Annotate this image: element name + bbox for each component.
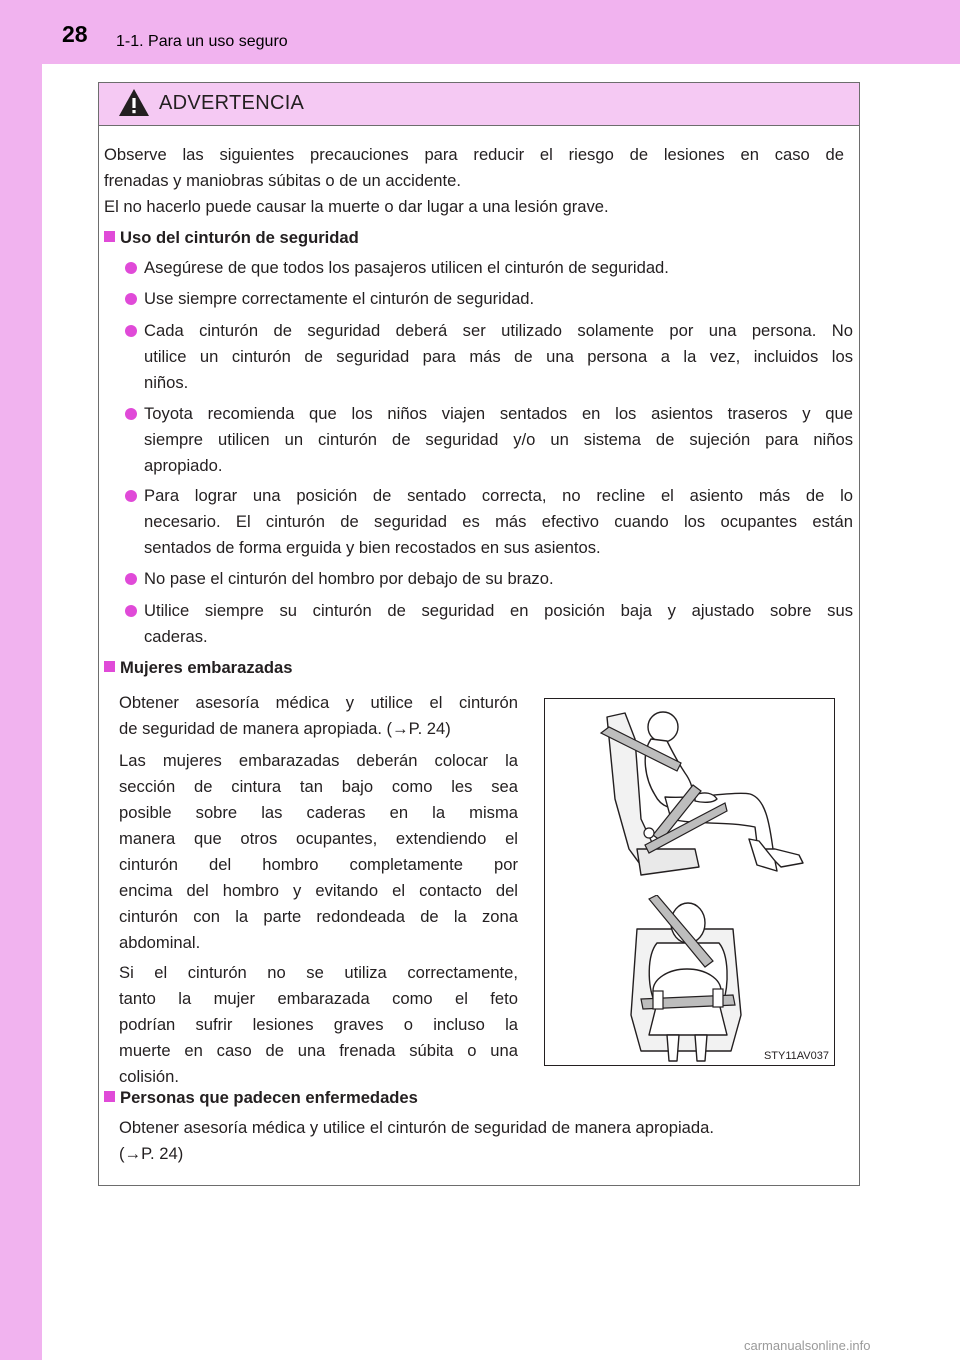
paragraph-line: manera que otros ocupantes, extendiendo el <box>119 829 518 848</box>
circle-bullet-icon <box>125 293 137 305</box>
paragraph-line: cinturón del hombro completamente por <box>119 855 518 874</box>
section-heading-text: Personas que padecen enfermedades <box>120 1088 418 1107</box>
pregnant-woman-front-view-illustration <box>545 895 834 1065</box>
bullet-text: caderas. <box>144 627 208 646</box>
paragraph-line: Obtener asesoría médica y utilice el cinturón de seguridad de manera apropiada. <box>119 1118 714 1137</box>
bullet-text: Para lograr una posición de sentado correcta, no recline el asiento más de lo <box>144 486 853 505</box>
warning-title: ADVERTENCIA <box>159 92 305 114</box>
page-number: 28 <box>62 21 88 47</box>
intro-line: El no hacerlo puede causar la muerte o dar lugar a una lesión grave. <box>104 197 609 216</box>
paragraph-line: podrían sufrir lesiones graves o incluso la <box>119 1015 518 1034</box>
watermark: carmanualsonline.info <box>744 1338 871 1353</box>
section-heading-text: Mujeres embarazadas <box>120 658 293 677</box>
circle-bullet-icon <box>125 262 137 274</box>
paragraph-line: abdominal. <box>119 933 201 952</box>
warning-header <box>99 83 859 126</box>
circle-bullet-icon <box>125 573 137 585</box>
square-bullet-icon <box>104 661 115 672</box>
pregnant-woman-side-view-illustration <box>545 699 834 889</box>
figure-code: STY11AV037 <box>763 1050 829 1062</box>
bullet-text: Cada cinturón de seguridad deberá ser utilizado solamente por una persona. No <box>144 321 853 340</box>
seatbelt-illustration <box>544 698 835 1066</box>
section-heading <box>104 655 292 681</box>
circle-bullet-icon <box>125 325 137 337</box>
paragraph-line: muerte en caso de una frenada súbita o una <box>119 1041 518 1060</box>
bullet-text: Toyota recomienda que los niños viajen sentados en los asientos traseros y que <box>144 404 853 423</box>
paragraph-line: de seguridad de manera apropiada. (→P. 24) <box>119 719 451 738</box>
bullet-text: siempre utilicen un cinturón de seguridad y/o un sistema de sujeción para niños <box>144 430 853 449</box>
section-heading <box>104 1085 418 1111</box>
paragraph-line: posible sobre las caderas en la misma <box>119 803 518 822</box>
paragraph-line: cinturón con la parte redondeada de la zona <box>119 907 518 926</box>
paragraph-line: encima del hombro y evitando el contacto del <box>119 881 518 900</box>
square-bullet-icon <box>104 231 115 242</box>
circle-bullet-icon <box>125 605 137 617</box>
bullet-text: utilice un cinturón de seguridad para más de una persona a la vez, incluidos los <box>144 347 853 366</box>
section-heading-text: Uso del cinturón de seguridad <box>120 228 359 247</box>
header-color-band <box>0 0 960 64</box>
paragraph-line: Si el cinturón no se utiliza correctamente, <box>119 963 518 982</box>
paragraph-line: (→P. 24) <box>119 1144 184 1163</box>
paragraph-line: Las mujeres embarazadas deberán colocar la <box>119 751 518 770</box>
bullet-text: sentados de forma erguida y bien recostados en sus asientos. <box>144 538 601 557</box>
intro-line: frenadas y maniobras súbitas o de un accidente. <box>104 171 461 190</box>
paragraph-line: colisión. <box>119 1067 179 1086</box>
warning-triangle-icon <box>118 88 150 118</box>
paragraph-line: tanto la mujer embarazada como el feto <box>119 989 518 1008</box>
bullet-text: Utilice siempre su cinturón de seguridad en posición baja y ajustado sobre sus <box>144 601 853 620</box>
bullet-text: Use siempre correctamente el cinturón de seguridad. <box>144 289 535 308</box>
paragraph-line: sección de cintura tan bajo como les sea <box>119 777 518 796</box>
bullet-text: Asegúrese de que todos los pasajeros utilicen el cinturón de seguridad. <box>144 258 669 277</box>
square-bullet-icon <box>104 1091 115 1102</box>
bullet-text: apropiado. <box>144 456 223 475</box>
bullet-text: No pase el cinturón del hombro por debajo de su brazo. <box>144 569 554 588</box>
side-color-band <box>0 0 42 1360</box>
circle-bullet-icon <box>125 408 137 420</box>
bullet-text: necesario. El cinturón de seguridad es más efectivo cuando los ocupantes están <box>144 512 853 531</box>
circle-bullet-icon <box>125 490 137 502</box>
paragraph-line: Obtener asesoría médica y utilice el cinturón <box>119 693 518 712</box>
running-head: 1-1. Para un uso seguro <box>116 33 288 50</box>
bullet-text: niños. <box>144 373 189 392</box>
section-heading <box>104 225 359 251</box>
intro-line: Observe las siguientes precauciones para reducir el riesgo de lesiones en caso de <box>104 145 844 164</box>
